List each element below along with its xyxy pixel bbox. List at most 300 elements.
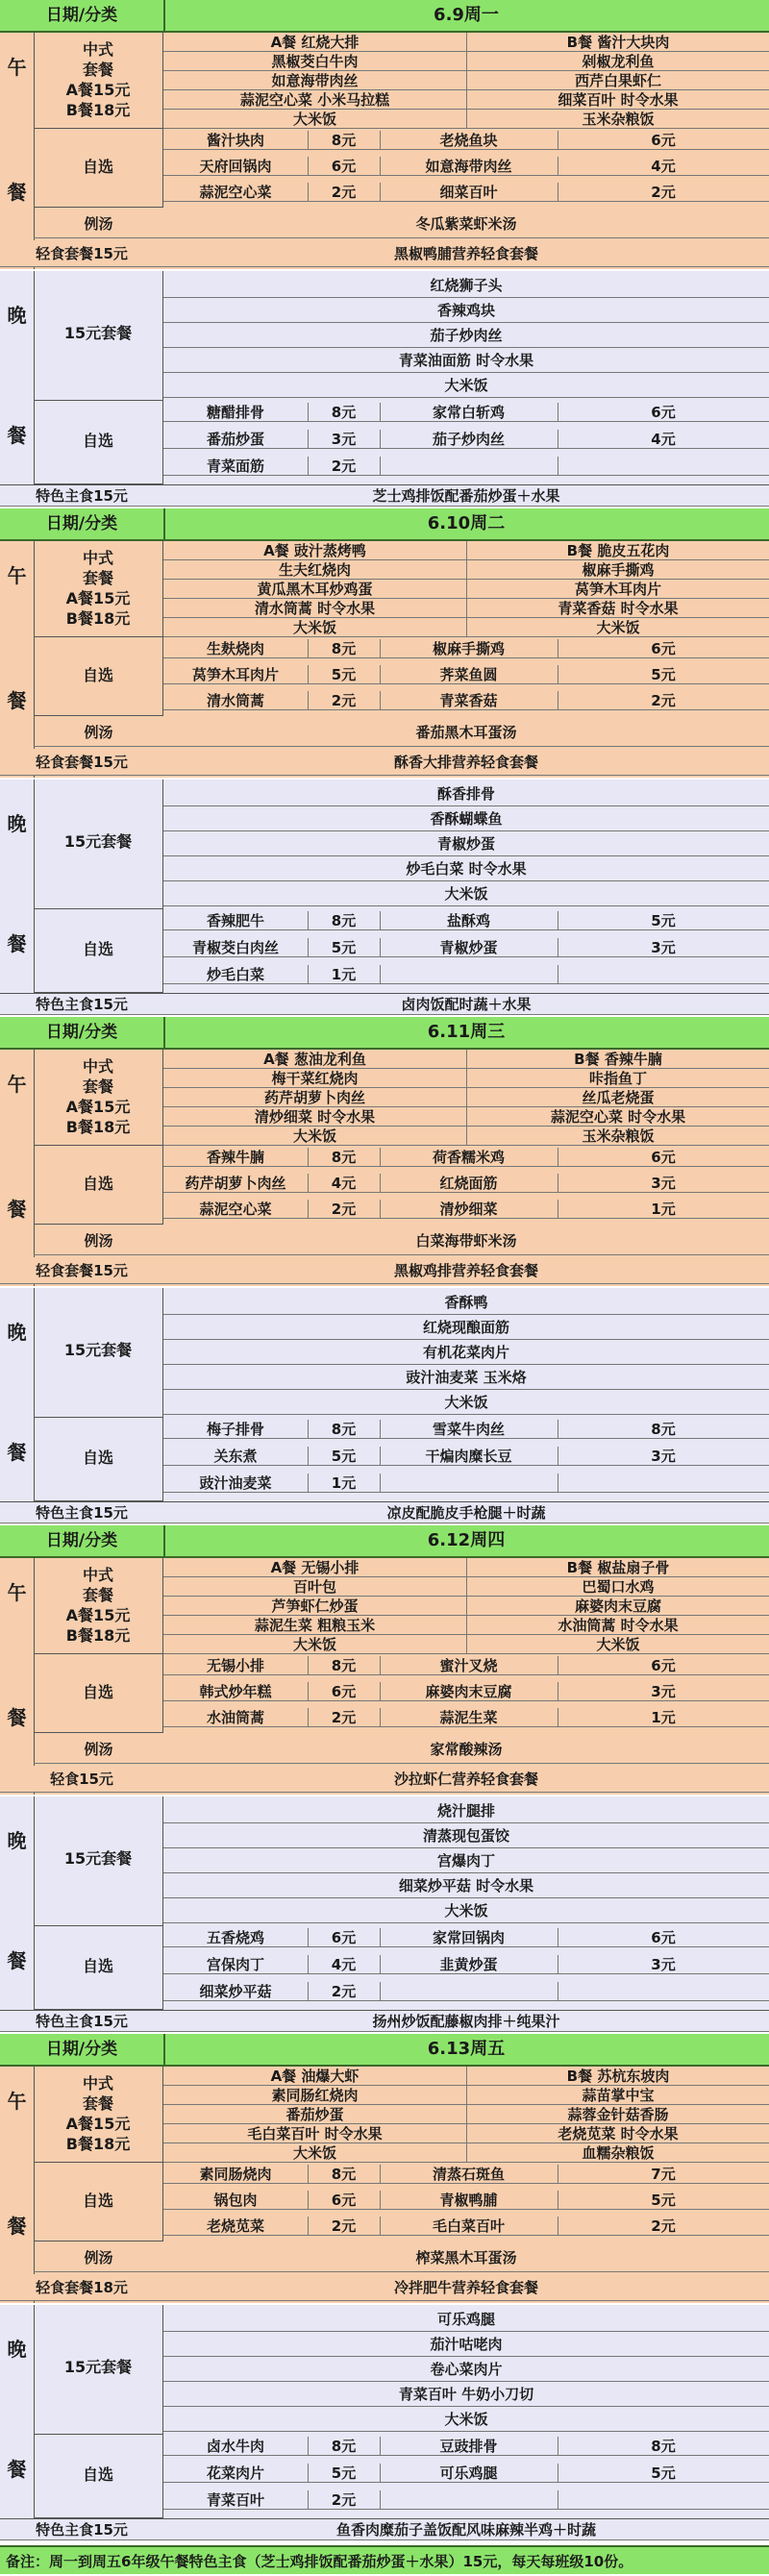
set-meal-row	[163, 1597, 769, 1616]
pick-dish: 细菜百叶	[439, 184, 498, 201]
category-pick	[34, 401, 163, 484]
pick-price: 8元	[331, 132, 357, 149]
dinner-pick-row	[163, 403, 769, 422]
dinner-set-row	[163, 298, 769, 323]
divider	[380, 157, 381, 176]
pick-price: 1元	[651, 1201, 676, 1218]
category-pick-label: 自选	[82, 1175, 113, 1193]
divider	[380, 2191, 381, 2210]
lunch-side-label	[0, 1050, 35, 1286]
dinner-set-row	[163, 2382, 769, 2407]
category-15-set-label: 15元套餐	[63, 2358, 133, 2376]
pick-dish: 茄子炒肉丝	[432, 431, 505, 448]
pick-dish: 老烧鱼块	[439, 132, 498, 149]
set-meal-row	[163, 1635, 769, 1654]
divider	[308, 1148, 309, 1167]
dish-a: A餐 油爆大虾	[270, 2068, 360, 2085]
pick-dish: 关东煮	[213, 1448, 258, 1465]
day-date: 6.10周二	[427, 513, 506, 533]
divider	[308, 1656, 309, 1675]
set-meal-row	[163, 1107, 769, 1127]
lunch-side-label	[0, 541, 35, 778]
divider	[380, 2165, 381, 2184]
lunch-side-label	[0, 2067, 35, 2303]
lunch-side-char-1: 午	[7, 1581, 27, 1604]
pick-dish: 蒜泥空心菜	[199, 184, 272, 201]
special-row	[0, 484, 769, 507]
divider	[380, 1420, 381, 1439]
dinner-set-dish: 酥香排骨	[436, 785, 495, 803]
pick-price: 5元	[651, 2465, 676, 2482]
category-set-meal-line: A餐15元	[65, 81, 131, 99]
lunch-section	[0, 33, 769, 269]
dinner-set-row	[163, 1798, 769, 1823]
pick-price: 3元	[651, 1175, 676, 1192]
pick-price: 5元	[331, 2465, 357, 2482]
pick-price: 5元	[651, 912, 676, 929]
soup-label: 例汤	[84, 2249, 113, 2266]
pick-price: 2元	[331, 692, 357, 709]
divider	[380, 691, 381, 710]
pick-price: 4元	[331, 1956, 357, 1973]
dinner-section	[0, 780, 769, 993]
light-meal-row	[0, 1257, 769, 1284]
lunch-side-label	[0, 33, 35, 269]
dinner-set-dish: 有机花菜肉片	[422, 1344, 509, 1361]
divider	[308, 911, 309, 930]
dinner-set-row	[163, 1898, 769, 1923]
lunch-pick-row	[163, 1708, 769, 1727]
pick-price: 8元	[331, 2438, 357, 2455]
category-set-meal-line: 中式	[82, 40, 113, 59]
day-header	[0, 0, 769, 33]
pick-price: 8元	[651, 1421, 676, 1438]
category-set-meal-line: B餐18元	[65, 1626, 131, 1645]
divider	[380, 965, 381, 984]
special-row	[0, 993, 769, 1015]
pick-dish: 糖醋排骨	[206, 404, 264, 421]
lunch-section	[0, 2067, 769, 2303]
lunch-side-char-2: 餐	[7, 1706, 27, 1729]
footer-note: 备注：周一到周五6年级午餐特色主食（芝士鸡排饭配番茄炒蛋＋水果）15元，每天每班级10份。	[0, 2545, 769, 2574]
pick-price: 6元	[651, 1149, 676, 1166]
pick-price: 2元	[331, 1983, 357, 2000]
dinner-set-row	[163, 781, 769, 806]
lunch-pick-row	[163, 1200, 769, 1219]
divider	[380, 1656, 381, 1675]
dish-b: B餐 椒盐扇子骨	[566, 1559, 670, 1576]
category-set-meal-line: B餐18元	[65, 1118, 131, 1136]
dinner-pick-row	[163, 938, 769, 957]
day-block	[0, 0, 769, 508]
soup-label: 例汤	[84, 215, 113, 233]
pick-dish: 炒毛白菜	[206, 966, 264, 983]
pick-price: 5元	[651, 666, 676, 683]
set-meal-row	[163, 2124, 769, 2143]
lunch-side-char-1: 午	[7, 2090, 27, 2113]
light-meal-label: 轻食15元	[50, 1771, 113, 1788]
category-pick-label: 自选	[82, 666, 113, 684]
pick-price: 2元	[331, 2217, 357, 2235]
category-set-meal-line: B餐18元	[65, 2135, 131, 2153]
pick-price: 8元	[651, 2438, 676, 2455]
pick-price: 2元	[331, 184, 357, 201]
pick-dish: 家常白斩鸡	[432, 404, 505, 421]
category-15-set	[34, 271, 163, 401]
soup-row	[34, 210, 769, 238]
dish-a: 芦笋虾仁炒蛋	[271, 1598, 359, 1615]
pick-price: 5元	[331, 939, 357, 956]
header-label: 日期/分类	[0, 0, 165, 31]
dinner-set-row	[163, 2332, 769, 2357]
divider	[308, 131, 309, 150]
lunch-pick-row	[163, 1656, 769, 1675]
dinner-side-char-1: 晚	[7, 1829, 27, 1852]
lunch-section	[0, 541, 769, 778]
pick-dish: 盐酥鸡	[446, 912, 490, 929]
pick-dish: 锅包肉	[213, 2192, 258, 2209]
day-date: 6.9周一	[434, 5, 499, 25]
pick-price: 3元	[651, 1448, 676, 1465]
dish-b: 剁椒龙利鱼	[582, 53, 655, 70]
divider	[308, 1682, 309, 1701]
header-label: 日期/分类	[0, 2034, 165, 2065]
dinner-side-char-2: 餐	[7, 932, 27, 955]
soup-value: 冬瓜紫菜虾米汤	[415, 215, 517, 233]
pick-price: 8元	[331, 640, 357, 657]
pick-price: 2元	[651, 184, 676, 201]
category-set-meal-line: B餐18元	[65, 101, 131, 119]
lunch-pick-row	[163, 639, 769, 658]
divider	[380, 2217, 381, 2236]
pick-price: 2元	[651, 692, 676, 709]
day-header	[0, 508, 769, 541]
category-set-meal-line: 中式	[82, 549, 113, 567]
category-set-meal-line: 套餐	[82, 1586, 113, 1604]
dish-b: 青菜香菇 时令水果	[558, 600, 679, 617]
dinner-pick-row	[163, 2490, 769, 2510]
category-pick	[34, 2435, 163, 2518]
set-meal-title-row	[163, 1558, 769, 1577]
set-meal-row	[163, 580, 769, 599]
pick-dish: 香辣牛腩	[206, 1149, 264, 1166]
set-meal-row	[163, 1127, 769, 1146]
divider	[380, 457, 381, 476]
pick-dish: 蜜汁叉烧	[439, 1657, 498, 1674]
pick-dish: 天府回锅肉	[199, 158, 272, 175]
set-meal-title-row	[163, 541, 769, 560]
dinner-set-dish: 红烧现酿面筋	[422, 1319, 509, 1336]
dish-a: 蒜泥空心菜 小米马拉糕	[239, 91, 390, 109]
divider	[380, 938, 381, 957]
pick-price: 6元	[651, 640, 676, 657]
dish-b: 椒麻手撕鸡	[582, 561, 655, 579]
category-15-set-label: 15元套餐	[63, 832, 133, 851]
dinner-pick-row	[163, 457, 769, 476]
pick-price: 8元	[331, 1657, 357, 1674]
pick-price: 3元	[651, 1956, 676, 1973]
pick-price: 6元	[651, 1929, 676, 1946]
soup-value: 白菜海带虾米汤	[415, 1232, 517, 1250]
dish-b: 大米饭	[596, 1636, 640, 1653]
dinner-section	[0, 1796, 769, 2010]
category-set-meal	[34, 1558, 163, 1654]
dish-b: 玉米杂粮饭	[582, 111, 655, 128]
divider	[308, 2437, 309, 2456]
pick-dish: 青菜香菇	[439, 692, 498, 709]
dish-a: 大米饭	[292, 1127, 336, 1145]
category-pick	[34, 1418, 163, 1501]
day-block	[0, 1525, 769, 2034]
category-pick	[34, 1654, 163, 1733]
divider	[380, 1474, 381, 1493]
dinner-set-dish: 大米饭	[444, 1902, 488, 1920]
divider	[380, 403, 381, 422]
dinner-set-dish: 可乐鸡腿	[436, 2311, 495, 2328]
dinner-pick-row	[163, 1982, 769, 2001]
divider	[308, 2490, 309, 2510]
day-block	[0, 2034, 769, 2542]
dinner-set-dish: 香酥鸭	[444, 1294, 488, 1311]
special-row	[0, 1501, 769, 1523]
special-label: 特色主食15元	[36, 1504, 128, 1522]
divider	[308, 1982, 309, 2001]
dinner-set-row	[163, 1290, 769, 1315]
pick-price: 5元	[331, 1448, 357, 1465]
category-set-meal	[34, 2067, 163, 2163]
category-15-set-label: 15元套餐	[63, 1341, 133, 1359]
dish-b: 西芹白果虾仁	[574, 72, 661, 89]
dinner-pick-row	[163, 1474, 769, 1493]
soup-value: 家常酸辣汤	[430, 1741, 503, 1758]
dish-a: A餐 葱油龙利鱼	[263, 1051, 366, 1068]
category-15-set	[34, 780, 163, 909]
pick-price: 7元	[651, 2166, 676, 2183]
light-meal-value: 冷拌肥牛营养轻食套餐	[393, 2279, 538, 2296]
divider	[308, 639, 309, 658]
day-header	[0, 1525, 769, 1558]
dinner-side-label	[0, 1288, 35, 1501]
pick-dish: 无锡小排	[206, 1657, 264, 1674]
pick-price: 5元	[331, 666, 357, 683]
dinner-pick-row	[163, 1955, 769, 1974]
pick-dish: 花菜肉片	[206, 2465, 264, 2482]
dish-b: 蒜泥空心菜 时令水果	[550, 1108, 686, 1126]
divider	[308, 403, 309, 422]
category-set-meal	[34, 541, 163, 637]
divider	[380, 1682, 381, 1701]
dinner-set-row	[163, 273, 769, 298]
lunch-pick-row	[163, 665, 769, 684]
dinner-set-dish: 烧汁腿排	[436, 1802, 495, 1820]
pick-dish: 韭黄炒蛋	[439, 1956, 498, 1973]
header-label: 日期/分类	[0, 1017, 165, 1048]
lunch-side-char-2: 餐	[7, 1198, 27, 1221]
lunch-pick-row	[163, 2217, 769, 2236]
light-meal-value: 沙拉虾仁营养轻食套餐	[393, 1771, 538, 1788]
category-pick	[34, 129, 163, 208]
dish-b: 丝瓜老烧蛋	[582, 1089, 655, 1106]
category-pick	[34, 909, 163, 993]
dish-a: 黑椒茭白牛肉	[271, 53, 359, 70]
category-set-meal-line: B餐18元	[65, 609, 131, 628]
dinner-set-dish: 茄子炒肉丝	[430, 327, 503, 344]
dinner-set-dish: 宫爆肉丁	[436, 1852, 495, 1870]
pick-dish: 酱汁块肉	[206, 132, 264, 149]
dinner-side-char-2: 餐	[7, 1441, 27, 1464]
lunch-section	[0, 1558, 769, 1795]
divider	[308, 430, 309, 449]
set-meal-row	[163, 90, 769, 110]
divider	[308, 691, 309, 710]
special-value: 凉皮配脆皮手枪腿＋时蔬	[386, 1504, 546, 1522]
lunch-section	[0, 1050, 769, 1286]
special-label: 特色主食15元	[36, 2013, 128, 2030]
dish-b: 麻婆肉末豆腐	[574, 1598, 661, 1615]
dinner-set-row	[163, 1823, 769, 1848]
dinner-set-dish: 卷心菜肉片	[430, 2361, 503, 2378]
special-value: 扬州炒饭配藤椒肉排＋纯果汁	[372, 2013, 560, 2030]
dish-a: A餐 红烧大排	[270, 34, 360, 51]
divider	[308, 2464, 309, 2483]
header-label: 日期/分类	[0, 1525, 165, 1556]
divider	[380, 131, 381, 150]
pick-dish: 韩式炒年糕	[199, 1683, 272, 1700]
dinner-set-dish: 清蒸现包蛋饺	[422, 1827, 509, 1845]
dish-b: B餐 脆皮五花肉	[566, 542, 670, 559]
dish-a: 大米饭	[292, 1636, 336, 1653]
dinner-pick-row	[163, 1420, 769, 1439]
pick-price: 4元	[331, 1175, 357, 1192]
dinner-set-row	[163, 2407, 769, 2432]
special-row	[0, 2010, 769, 2032]
dish-b: 莴笋木耳肉片	[574, 581, 661, 598]
lunch-side-char-1: 午	[7, 1073, 27, 1096]
set-meal-row	[163, 1069, 769, 1088]
pick-dish: 番茄炒蛋	[206, 431, 264, 448]
category-set-meal-line: A餐15元	[65, 1606, 131, 1624]
lunch-pick-row	[163, 2191, 769, 2210]
light-meal-row	[0, 240, 769, 267]
category-pick	[34, 1146, 163, 1225]
category-pick-label: 自选	[82, 432, 113, 450]
divider	[308, 2165, 309, 2184]
dish-a: 大米饭	[292, 619, 336, 636]
pick-dish: 青菜百叶	[206, 2491, 264, 2509]
soup-label: 例汤	[84, 1232, 113, 1250]
dish-a: 清炒细菜 时令水果	[254, 1108, 376, 1126]
dinner-set-row	[163, 831, 769, 856]
category-set-meal	[34, 33, 163, 129]
light-meal-label: 轻食套餐15元	[36, 1262, 128, 1279]
set-meal-row	[163, 1088, 769, 1107]
divider	[380, 1928, 381, 1947]
dinner-set-row	[163, 348, 769, 373]
divider	[380, 430, 381, 449]
soup-label: 例汤	[84, 1741, 113, 1758]
divider	[308, 1928, 309, 1947]
dinner-side-label	[0, 780, 35, 993]
pick-price: 2元	[331, 1201, 357, 1218]
lunch-pick-row	[163, 1682, 769, 1701]
dinner-pick-row	[163, 1447, 769, 1466]
pick-price: 3元	[651, 939, 676, 956]
dinner-side-char-1: 晚	[7, 304, 27, 327]
day-date: 6.12周四	[427, 1530, 506, 1550]
dinner-set-dish: 大米饭	[444, 377, 488, 394]
dinner-section	[0, 271, 769, 484]
category-pick-label: 自选	[82, 1957, 113, 1975]
category-set-meal-line: 套餐	[82, 61, 113, 79]
dinner-set-dish: 青菜油面筋 时令水果	[398, 352, 534, 369]
dinner-set-row	[163, 1365, 769, 1390]
pick-price: 6元	[651, 1657, 676, 1674]
dish-b: 玉米杂粮饭	[582, 1127, 655, 1145]
lunch-pick-row	[163, 131, 769, 150]
category-15-set	[34, 1288, 163, 1418]
soup-label: 例汤	[84, 724, 113, 741]
divider	[380, 1174, 381, 1193]
lunch-pick-row	[163, 1148, 769, 1167]
soup-row	[34, 1735, 769, 1764]
lunch-side-char-1: 午	[7, 56, 27, 79]
pick-dish: 荠菜鱼圆	[439, 666, 498, 683]
pick-dish: 麻婆肉末豆腐	[425, 1683, 512, 1700]
day-block	[0, 1017, 769, 1525]
dish-a: 如意海带肉丝	[271, 72, 359, 89]
pick-dish: 豉汁油麦菜	[199, 1474, 272, 1492]
dinner-pick-row	[163, 430, 769, 449]
set-meal-row	[163, 52, 769, 71]
pick-dish: 蒜泥空心菜	[199, 1201, 272, 1218]
pick-dish: 梅子排骨	[206, 1421, 264, 1438]
pick-dish: 老烧苋菜	[206, 2217, 264, 2235]
dish-a: 番茄炒蛋	[285, 2106, 344, 2123]
dish-a: 毛白菜百叶 时令水果	[247, 2125, 383, 2143]
set-meal-title-row	[163, 2067, 769, 2086]
divider	[380, 2437, 381, 2456]
light-meal-label: 轻食套餐15元	[36, 754, 128, 771]
lunch-pick-row	[163, 1174, 769, 1193]
pick-price: 6元	[331, 158, 357, 175]
divider	[308, 1708, 309, 1727]
divider	[308, 938, 309, 957]
pick-price: 2元	[331, 458, 357, 475]
set-meal-title-row	[163, 33, 769, 52]
divider	[308, 1955, 309, 1974]
dish-b: 老烧苋菜 时令水果	[558, 2125, 679, 2143]
dinner-set-row	[163, 856, 769, 881]
dish-b: 血糯杂粮饭	[582, 2144, 655, 2162]
dinner-set-row	[163, 2307, 769, 2332]
pick-dish: 莴笋木耳肉片	[191, 666, 279, 683]
divider	[308, 457, 309, 476]
dinner-set-row	[163, 881, 769, 906]
category-pick-label: 自选	[82, 158, 113, 176]
category-15-set-label: 15元套餐	[63, 324, 133, 342]
set-meal-row	[163, 110, 769, 129]
category-pick-label: 自选	[82, 1449, 113, 1467]
dinner-set-row	[163, 373, 769, 398]
lunch-side-label	[0, 1558, 35, 1795]
pick-dish: 毛白菜百叶	[432, 2217, 505, 2235]
pick-dish: 清水筒蒿	[206, 692, 264, 709]
category-set-meal-line: 套餐	[82, 569, 113, 587]
dinner-set-dish: 豉汁油麦菜 玉米烙	[406, 1369, 527, 1386]
dish-a: 药芹胡萝卜肉丝	[263, 1089, 365, 1106]
divider	[380, 2464, 381, 2483]
set-meal-row	[163, 2143, 769, 2163]
